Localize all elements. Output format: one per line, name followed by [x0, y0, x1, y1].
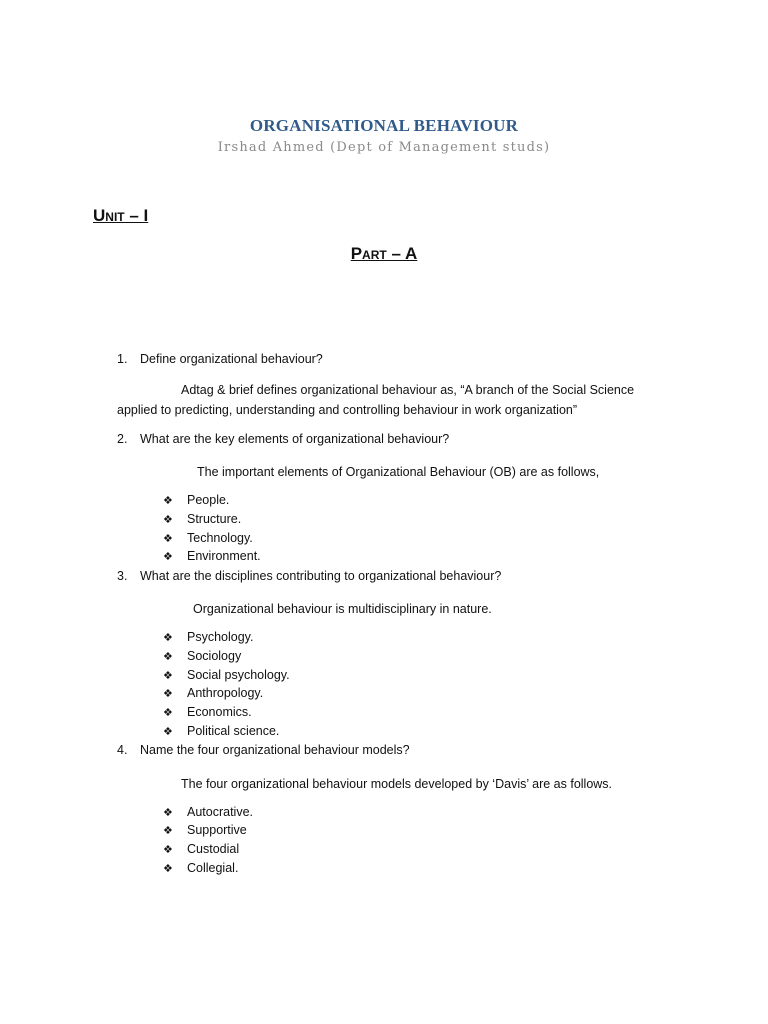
question-3 — [117, 569, 501, 583]
list-item: ❖ People. — [163, 493, 230, 507]
diamond-bullet-icon: ❖ — [163, 632, 173, 644]
question-text: Define organizational behaviour? — [140, 352, 323, 366]
answer-line: Adtag & brief defines organizational behaviour as, “A branch of the Social Science — [181, 383, 635, 397]
question-4 — [117, 743, 410, 757]
question-number: 1. — [117, 352, 128, 366]
unit-heading: Unit – I — [93, 206, 149, 225]
diamond-bullet-icon: ❖ — [163, 844, 173, 856]
list-item: ❖ Technology. — [163, 531, 253, 545]
diamond-bullet-icon: ❖ — [163, 495, 173, 507]
list-item: ❖ Economics. — [163, 705, 252, 719]
question-2 — [117, 432, 449, 446]
answer-line: applied to predicting, understanding and controlling behaviour in work organization” — [117, 403, 578, 417]
list-item: ❖ Collegial. — [163, 861, 239, 875]
diamond-bullet-icon: ❖ — [163, 514, 173, 526]
diamond-bullet-icon: ❖ — [163, 863, 173, 875]
question-text: Name the four organizational behaviour models? — [140, 743, 410, 757]
part-heading: Part – A — [350, 244, 418, 263]
list-item: ❖ Sociology — [163, 649, 242, 663]
question-text: What are the key elements of organizational behaviour? — [140, 432, 450, 446]
document-title: ORGANISATIONAL BEHAVIOUR — [249, 116, 519, 135]
diamond-bullet-icon: ❖ — [163, 726, 173, 738]
diamond-bullet-icon: ❖ — [163, 551, 173, 563]
list-item: ❖ Psychology. — [163, 630, 254, 644]
list-item: ❖ Autocrative. — [163, 805, 254, 819]
answer-1 — [117, 380, 657, 420]
list-item: ❖ Environment. — [163, 549, 261, 563]
document-author: Irshad Ahmed (Dept of Management studs) — [217, 140, 551, 155]
diamond-bullet-icon: ❖ — [163, 670, 173, 682]
question-1 — [117, 352, 323, 366]
diamond-bullet-icon: ❖ — [163, 533, 173, 545]
list-item: ❖ Structure. — [163, 512, 242, 526]
diamond-bullet-icon: ❖ — [163, 807, 173, 819]
question-number: 3. — [117, 569, 128, 583]
answer-4: The four organizational behaviour models developed by ‘Davis’ are as follows. — [181, 777, 613, 791]
answer-2: The important elements of Organizational Behaviour (OB) are as follows, — [197, 465, 600, 479]
answer-3: Organizational behaviour is multidisciplinary in nature. — [193, 602, 492, 616]
question-number: 4. — [117, 743, 128, 757]
question-text: What are the disciplines contributing to organizational behaviour? — [140, 569, 502, 583]
question-number: 2. — [117, 432, 128, 446]
list-item: ❖ Supportive — [163, 823, 247, 837]
list-item: ❖ Political science. — [163, 724, 280, 738]
diamond-bullet-icon: ❖ — [163, 651, 173, 663]
diamond-bullet-icon: ❖ — [163, 688, 173, 700]
list-item: ❖ Custodial — [163, 842, 240, 856]
diamond-bullet-icon: ❖ — [163, 707, 173, 719]
list-item: ❖ Social psychology. — [163, 668, 290, 682]
diamond-bullet-icon: ❖ — [163, 825, 173, 837]
list-item: ❖ Anthropology. — [163, 686, 264, 700]
